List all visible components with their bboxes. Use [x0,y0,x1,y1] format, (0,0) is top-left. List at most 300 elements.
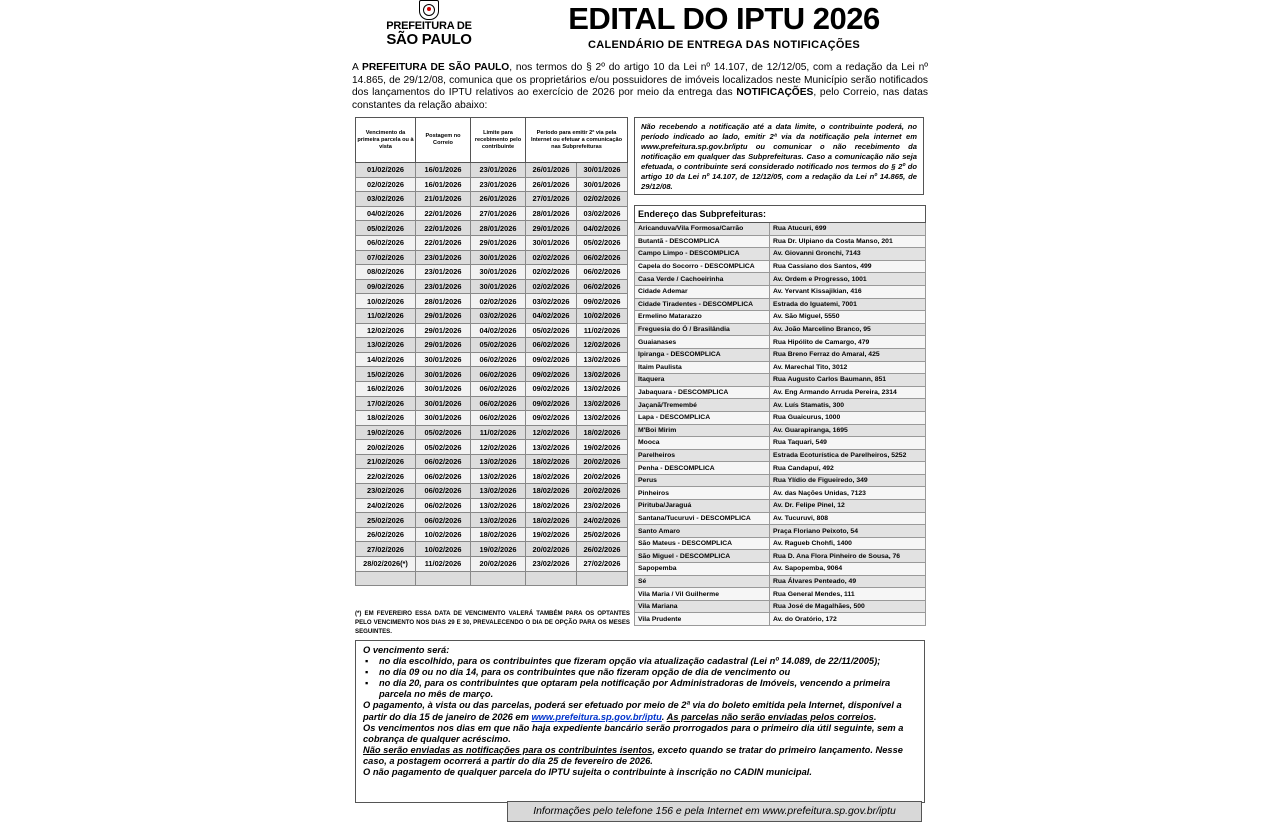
subprefeitura-address: Av. do Oratório, 172 [770,613,926,626]
table-cell: 06/02/2026 [416,498,471,513]
table-cell: 28/01/2026 [471,221,526,236]
table-cell: 02/02/2026 [471,294,526,309]
table-cell: 25/02/2026 [577,527,628,542]
subprefeitura-name: Santo Amaro [635,525,770,538]
subprefeituras-table [634,205,926,626]
table-row [356,352,628,367]
table-row [356,206,628,221]
subprefeitura-name: Cidade Tiradentes - DESCOMPLICA [635,298,770,311]
table-row [356,323,628,338]
table-cell: 30/01/2026 [416,411,471,426]
dates-header-row [356,118,628,163]
vencimento-heading: O vencimento será: [363,645,450,655]
table-cell: 23/01/2026 [471,177,526,192]
table-row [356,381,628,396]
subprefeitura-name: Ermelino Matarazzo [635,311,770,324]
subprefeitura-address: Rua José de Magalhães, 500 [770,600,926,613]
subprefeitura-row [635,374,926,387]
subprefeitura-address: Estrada Ecoturística de Parelheiros, 5252 [770,449,926,462]
subprefeitura-address: Rua Cassiano dos Santos, 499 [770,260,926,273]
table-cell: 06/02/2026 [577,265,628,280]
header-vencimento: Vencimento da primeira parcela ou à vista [356,118,416,163]
table-cell: 07/02/2026 [356,250,416,265]
table-row [356,469,628,484]
header-limite: Limite para recebimento pelo contribuinte [471,118,526,163]
table-cell: 24/02/2026 [577,513,628,528]
table-cell: 28/01/2026 [526,206,577,221]
table-cell: 02/02/2026 [577,192,628,207]
subprefeitura-row [635,437,926,450]
table-cell: 22/01/2026 [416,235,471,250]
table-cell: 20/02/2026 [577,484,628,499]
table-cell: 04/02/2026 [471,323,526,338]
table-cell: 05/02/2026 [471,338,526,353]
table-cell: 26/02/2026 [577,542,628,557]
table-cell: 25/02/2026 [356,513,416,528]
logo-line1: PREFEITURA DE [386,20,472,32]
table-cell: 10/02/2026 [356,294,416,309]
table-cell [577,571,628,586]
intro-bold1: PREFEITURA DE SÃO PAULO [362,62,510,73]
logo-line2: SÃO PAULO [386,31,472,48]
intro-part3: , pelo Correio, nas datas constantes da relação abaixo: [352,87,928,111]
table-cell: 15/02/2026 [356,367,416,382]
subprefeitura-name: Parelheiros [635,449,770,462]
table-cell: 06/02/2026 [471,381,526,396]
subprefeitura-address: Av. Marechal Tito, 3012 [770,361,926,374]
table-row [356,294,628,309]
table-cell: 11/02/2026 [356,308,416,323]
subprefeitura-address: Av. Giovanni Gronchi, 7143 [770,248,926,261]
table-cell: 12/02/2026 [577,338,628,353]
table-cell: 13/02/2026 [577,367,628,382]
subprefeitura-address: Av. Ordem e Progresso, 1001 [770,273,926,286]
table-cell: 05/02/2026 [526,323,577,338]
subprefeitura-row [635,512,926,525]
subprefeitura-row [635,613,926,626]
vencimento-list [363,656,917,700]
table-cell: 10/02/2026 [416,527,471,542]
table-row [356,527,628,542]
table-cell: 20/02/2026 [526,542,577,557]
intro-part1: A [352,62,363,73]
subprefeitura-row [635,525,926,538]
subprefeitura-row [635,311,926,324]
vencimento-bullet: ▪ no dia 09 ou no dia 14, para os contribuintes que não fizeram opção de dia de vencimento ou [379,667,917,678]
subprefeitura-row [635,323,926,336]
table-cell: 23/02/2026 [526,557,577,572]
table-cell: 02/02/2026 [356,177,416,192]
subs-header: Endereço das Subprefeituras: [635,206,926,223]
pagamento-text-b: . [661,711,667,722]
table-cell: 21/02/2026 [356,454,416,469]
subprefeitura-address: Av. São Miguel, 5550 [770,311,926,324]
table-row [356,221,628,236]
table-cell: 30/01/2026 [526,235,577,250]
table-cell: 13/02/2026 [471,498,526,513]
subprefeitura-address: Av. Eng Armando Arruda Pereira, 2314 [770,386,926,399]
subprefeitura-row [635,285,926,298]
dates-table [355,117,628,586]
subprefeitura-name: Cidade Ademar [635,285,770,298]
subprefeitura-name: Itaquera [635,374,770,387]
table-row [356,440,628,455]
subprefeitura-address: Rua Taquari, 549 [770,437,926,450]
subprefeitura-address: Rua Breno Ferraz do Amaral, 425 [770,348,926,361]
table-row [356,571,628,586]
table-cell: 13/02/2026 [471,513,526,528]
table-cell: 27/02/2026 [356,542,416,557]
subprefeitura-name: Casa Verde / Cachoeirinha [635,273,770,286]
subprefeitura-name: Perus [635,474,770,487]
table-cell: 06/02/2026 [471,352,526,367]
table-cell: 09/02/2026 [526,381,577,396]
table-cell: 27/01/2026 [471,206,526,221]
table-cell: 19/02/2026 [577,440,628,455]
isentos-paragraph [363,745,917,767]
subprefeitura-row [635,424,926,437]
subprefeitura-name: Pinheiros [635,487,770,500]
subs-body [635,223,926,626]
table-cell: 30/01/2026 [577,177,628,192]
table-row [356,367,628,382]
table-row [356,338,628,353]
table-cell: 06/02/2026 [356,235,416,250]
subprefeitura-row [635,474,926,487]
table-cell: 06/02/2026 [416,513,471,528]
table-cell: 06/02/2026 [471,367,526,382]
subprefeitura-row [635,260,926,273]
info-banner: Informações pelo telefone 156 e pela Internet em www.prefeitura.sp.gov.br/iptu [507,801,922,822]
table-cell: 09/02/2026 [526,352,577,367]
vencimento-bullet: ▪ no dia 20, para os contribuintes que optaram pela notificação por Administradoras de Imóveis, vencendo a primeira parcela no mês de março. [379,678,917,700]
table-cell: 30/01/2026 [416,396,471,411]
notice-box: Não recebendo a notificação até a data limite, o contribuinte poderá, no período indicado ao lado, emitir 2ª via da notificação pela internet em www.prefeitura.sp.gov.br/iptu ou comunicar o não recebimento da notificação em qualquer das Subprefeituras. Caso a comunicação não seja efetuada, o contribuinte será considerado notificado nos termos do § 2º do artigo 10 da Lei nº 14.107, de 12/12/05, com a redação da Lei nº 14.865, de 29/12/08. [634,117,924,195]
table-cell: 23/01/2026 [416,250,471,265]
table-cell: 26/01/2026 [471,192,526,207]
table-cell: 10/02/2026 [577,308,628,323]
header-postagem: Postagem no Correio [416,118,471,163]
iptu-link[interactable]: www.prefeitura.sp.gov.br/iptu [531,711,662,722]
table-row [356,484,628,499]
table-row [356,396,628,411]
table-cell: 13/02/2026 [526,440,577,455]
subprefeitura-address: Rua General Mendes, 111 [770,588,926,601]
table-cell: 16/02/2026 [356,381,416,396]
table-cell: 23/01/2026 [471,163,526,178]
table-cell [471,571,526,586]
table-cell: 05/02/2026 [356,221,416,236]
table-cell: 06/02/2026 [416,454,471,469]
table-row [356,308,628,323]
pagamento-text-c: . [873,711,877,722]
table-row [356,163,628,178]
dates-body [356,163,628,586]
table-cell: 20/02/2026 [356,440,416,455]
table-cell: 20/02/2026 [471,557,526,572]
table-cell: 06/02/2026 [471,411,526,426]
table-cell: 13/02/2026 [577,411,628,426]
subprefeitura-row [635,361,926,374]
table-cell: 19/02/2026 [356,425,416,440]
table-row [356,425,628,440]
table-cell: 22/01/2026 [416,206,471,221]
table-cell: 27/01/2026 [526,192,577,207]
subprefeitura-row [635,449,926,462]
table-cell: 13/02/2026 [471,454,526,469]
table-cell: 23/02/2026 [356,484,416,499]
subprefeitura-name: Aricanduva/Vila Formosa/Carrão [635,223,770,236]
table-cell: 06/02/2026 [416,484,471,499]
subprefeitura-row [635,248,926,261]
coat-of-arms-icon [419,0,439,20]
subprefeitura-row [635,223,926,236]
table-cell: 13/02/2026 [356,338,416,353]
table-cell: 12/02/2026 [526,425,577,440]
table-cell: 28/02/2026(*) [356,557,416,572]
table-cell: 30/01/2026 [416,367,471,382]
table-cell: 18/02/2026 [526,454,577,469]
table-cell: 29/01/2026 [526,221,577,236]
page-title: EDITAL DO IPTU 2026 [568,1,880,36]
subprefeitura-row [635,336,926,349]
table-cell: 02/02/2026 [526,265,577,280]
table-cell: 19/02/2026 [526,527,577,542]
subprefeitura-address: Rua Hipólito de Camargo, 479 [770,336,926,349]
subprefeitura-row [635,235,926,248]
subprefeitura-row [635,550,926,563]
subprefeitura-name: Vila Maria / Vil Guilherme [635,588,770,601]
subprefeitura-row [635,575,926,588]
subprefeitura-name: Freguesia do Ó / Brasilândia [635,323,770,336]
table-cell: 03/02/2026 [526,294,577,309]
table-cell: 09/02/2026 [577,294,628,309]
table-cell: 09/02/2026 [526,411,577,426]
table-row [356,279,628,294]
table-cell: 13/02/2026 [471,469,526,484]
subprefeitura-address: Av. Ragueb Chohfi, 1400 [770,537,926,550]
table-cell: 18/02/2026 [577,425,628,440]
table-cell: 11/02/2026 [471,425,526,440]
prefeitura-logo [384,0,474,52]
subprefeitura-name: Vila Prudente [635,613,770,626]
table-cell: 06/02/2026 [577,250,628,265]
table-cell: 30/01/2026 [416,352,471,367]
table-cell: 08/02/2026 [356,265,416,280]
subprefeitura-name: São Miguel - DESCOMPLICA [635,550,770,563]
table-row [356,192,628,207]
subprefeitura-row [635,600,926,613]
table-cell: 13/02/2026 [577,396,628,411]
isentos-rest: , exceto quando se tratar do primeiro lançamento. Nesse caso, a postagem ocorrerá a partir do dia 25 de fevereiro de 2026. [363,744,903,766]
pagamento-underline: As parcelas não serão enviadas pelos correios [666,711,874,722]
subprefeitura-address: Av. Guarapiranga, 1695 [770,424,926,437]
table-cell: 30/01/2026 [471,250,526,265]
table-row [356,498,628,513]
table-cell: 21/01/2026 [416,192,471,207]
subprefeitura-row [635,273,926,286]
subprefeitura-row [635,386,926,399]
pagamento-paragraph [363,700,917,722]
subprefeitura-address: Rua Guaicurus, 1000 [770,411,926,424]
subprefeitura-name: Mooca [635,437,770,450]
subprefeitura-address: Estrada do Iguatemi, 7001 [770,298,926,311]
table-cell: 27/02/2026 [577,557,628,572]
table-cell: 18/02/2026 [526,498,577,513]
table-cell: 20/02/2026 [577,469,628,484]
table-cell: 30/01/2026 [471,279,526,294]
subprefeitura-row [635,563,926,576]
subprefeitura-name: Penha - DESCOMPLICA [635,462,770,475]
table-cell: 14/02/2026 [356,352,416,367]
table-cell: 06/02/2026 [577,279,628,294]
table-cell: 13/02/2026 [577,352,628,367]
subprefeitura-name: Jaçanã/Tremembé [635,399,770,412]
subprefeitura-name: Vila Mariana [635,600,770,613]
table-cell: 29/01/2026 [471,235,526,250]
table-cell: 09/02/2026 [356,279,416,294]
table-row [356,411,628,426]
table-cell: 03/02/2026 [471,308,526,323]
table-cell: 10/02/2026 [416,542,471,557]
subprefeitura-address: Av. Sapopemba, 9064 [770,563,926,576]
subprefeitura-address: Av. Yervant Kissajikian, 416 [770,285,926,298]
subprefeitura-address: Rua Ylídio de Figueiredo, 349 [770,474,926,487]
subprefeitura-address: Praça Floriano Peixoto, 54 [770,525,926,538]
vencimento-box [355,640,925,803]
subprefeitura-address: Rua Augusto Carlos Baumann, 851 [770,374,926,387]
table-cell [356,571,416,586]
subprefeitura-row [635,348,926,361]
subprefeitura-name: Jabaquara - DESCOMPLICA [635,386,770,399]
table-row [356,235,628,250]
subprefeitura-address: Av. Luís Stamatis, 300 [770,399,926,412]
subprefeitura-name: Campo Limpo - DESCOMPLICA [635,248,770,261]
table-cell: 09/02/2026 [526,367,577,382]
table-cell: 30/01/2026 [577,163,628,178]
table-cell: 23/02/2026 [577,498,628,513]
subprefeitura-name: Sapopemba [635,563,770,576]
subprefeitura-row [635,487,926,500]
table-cell: 29/01/2026 [416,338,471,353]
subprefeitura-name: Pirituba/Jaraguá [635,500,770,513]
table-cell: 06/02/2026 [526,338,577,353]
table-cell: 30/01/2026 [416,381,471,396]
table-cell: 30/01/2026 [471,265,526,280]
table-cell: 17/02/2026 [356,396,416,411]
subprefeitura-address: Av. Dr. Felipe Pinel, 12 [770,500,926,513]
pagamento-text-a: O pagamento, à vista ou das parcelas, poderá ser efetuado por meio de 2ª via do boleto emitida pela Internet, disponível a partir do dia 15 de janeiro de 2026 em [363,700,902,722]
table-cell: 06/02/2026 [471,396,526,411]
table-row [356,557,628,572]
table-cell: 03/02/2026 [577,206,628,221]
table-cell: 29/01/2026 [416,308,471,323]
prorrogados-paragraph: Os vencimentos nos dias em que não haja expediente bancário serão prorrogados para o primeiro dia útil seguinte, sem a cobrança de qualquer acréscimo. [363,722,904,744]
table-cell: 12/02/2026 [356,323,416,338]
table-cell: 05/02/2026 [416,425,471,440]
subprefeitura-address: Av. das Nações Unidas, 7123 [770,487,926,500]
table-cell: 05/02/2026 [577,235,628,250]
table-cell [526,571,577,586]
table-cell: 18/02/2026 [526,469,577,484]
table-cell: 02/02/2026 [526,279,577,294]
subprefeitura-name: M'Boi Mirim [635,424,770,437]
table-cell: 26/02/2026 [356,527,416,542]
table-cell: 26/01/2026 [526,177,577,192]
table-cell: 16/01/2026 [416,177,471,192]
intro-part2: , nos termos do § 2º do artigo 10 da Lei nº 14.107, de 12/12/05, com a redação da Lei nº 14.865, de 29/12/08, comunica que os proprietários e/ou possuidores de imóveis localizados neste Município serão notificados dos lançamentos do IPTU relativos ao exercício de 2026 por meio da entrega das [352,62,928,99]
table-cell: 04/02/2026 [526,308,577,323]
table-cell: 23/01/2026 [416,279,471,294]
subprefeitura-name: Ipiranga - DESCOMPLICA [635,348,770,361]
table-cell: 03/02/2026 [356,192,416,207]
table-row [356,542,628,557]
isentos-underline: Não serão enviadas as notificações para os contribuintes isentos [363,744,653,755]
subprefeitura-name: Sé [635,575,770,588]
intro-bold2: NOTIFICAÇÕES [736,87,814,99]
table-cell: 23/01/2026 [416,265,471,280]
table-row [356,454,628,469]
table-cell [416,571,471,586]
table-cell: 20/02/2026 [577,454,628,469]
subprefeitura-name: Capela do Socorro - DESCOMPLICA [635,260,770,273]
subprefeitura-name: São Mateus - DESCOMPLICA [635,537,770,550]
subprefeitura-row [635,399,926,412]
subs-header-row [635,206,926,223]
subprefeitura-name: Itaim Paulista [635,361,770,374]
table-cell: 26/01/2026 [526,163,577,178]
table-cell: 22/02/2026 [356,469,416,484]
subprefeitura-address: Av. Tucuruvi, 808 [770,512,926,525]
subprefeitura-address: Rua D. Ana Flora Pinheiro de Sousa, 76 [770,550,926,563]
table-cell: 18/02/2026 [471,527,526,542]
table-cell: 29/01/2026 [416,323,471,338]
vencimento-bullet: ▪ no dia escolhido, para os contribuintes que fizeram opção via atualização cadastral (Lei nº 14.089, de 22/11/2005); [379,656,917,667]
table-row [356,177,628,192]
subprefeitura-address: Rua Candapuí, 492 [770,462,926,475]
cadin-paragraph: O não pagamento de qualquer parcela do IPTU sujeita o contribuinte à inscrição no CADIN municipal. [363,767,812,778]
subprefeitura-address: Rua Dr. Ulpiano da Costa Manso, 201 [770,235,926,248]
table-cell: 11/02/2026 [416,557,471,572]
table-cell: 19/02/2026 [471,542,526,557]
subprefeitura-address: Rua Álvares Penteado, 49 [770,575,926,588]
table-cell: 18/02/2026 [526,484,577,499]
footnote: (*) EM FEVEREIRO ESSA DATA DE VENCIMENTO VALERÁ TAMBÉM PARA OS OPTANTES PELO VENCIMENTO NOS DIAS 29 E 30, PREVALECENDO O DIA DE OPÇÃO PARA OS MESES SEGUINTES. [355,610,630,635]
subprefeitura-row [635,588,926,601]
table-cell: 06/02/2026 [416,469,471,484]
table-cell: 11/02/2026 [577,323,628,338]
table-cell: 13/02/2026 [471,484,526,499]
table-cell: 04/02/2026 [356,206,416,221]
page-subtitle: CALENDÁRIO DE ENTREGA DAS NOTIFICAÇÕES [588,39,860,51]
table-cell: 18/02/2026 [526,513,577,528]
table-row [356,513,628,528]
subprefeitura-address: Av. João Marcelino Branco, 95 [770,323,926,336]
table-cell: 13/02/2026 [577,381,628,396]
table-cell: 12/02/2026 [471,440,526,455]
subprefeitura-name: Santana/Tucuruvi - DESCOMPLICA [635,512,770,525]
subprefeitura-row [635,298,926,311]
table-cell: 09/02/2026 [526,396,577,411]
table-cell: 24/02/2026 [356,498,416,513]
subprefeitura-name: Guaianases [635,336,770,349]
subprefeitura-row [635,462,926,475]
table-cell: 05/02/2026 [416,440,471,455]
intro-paragraph [352,62,928,112]
subprefeitura-row [635,537,926,550]
table-cell: 01/02/2026 [356,163,416,178]
subprefeitura-name: Butantã - DESCOMPLICA [635,235,770,248]
